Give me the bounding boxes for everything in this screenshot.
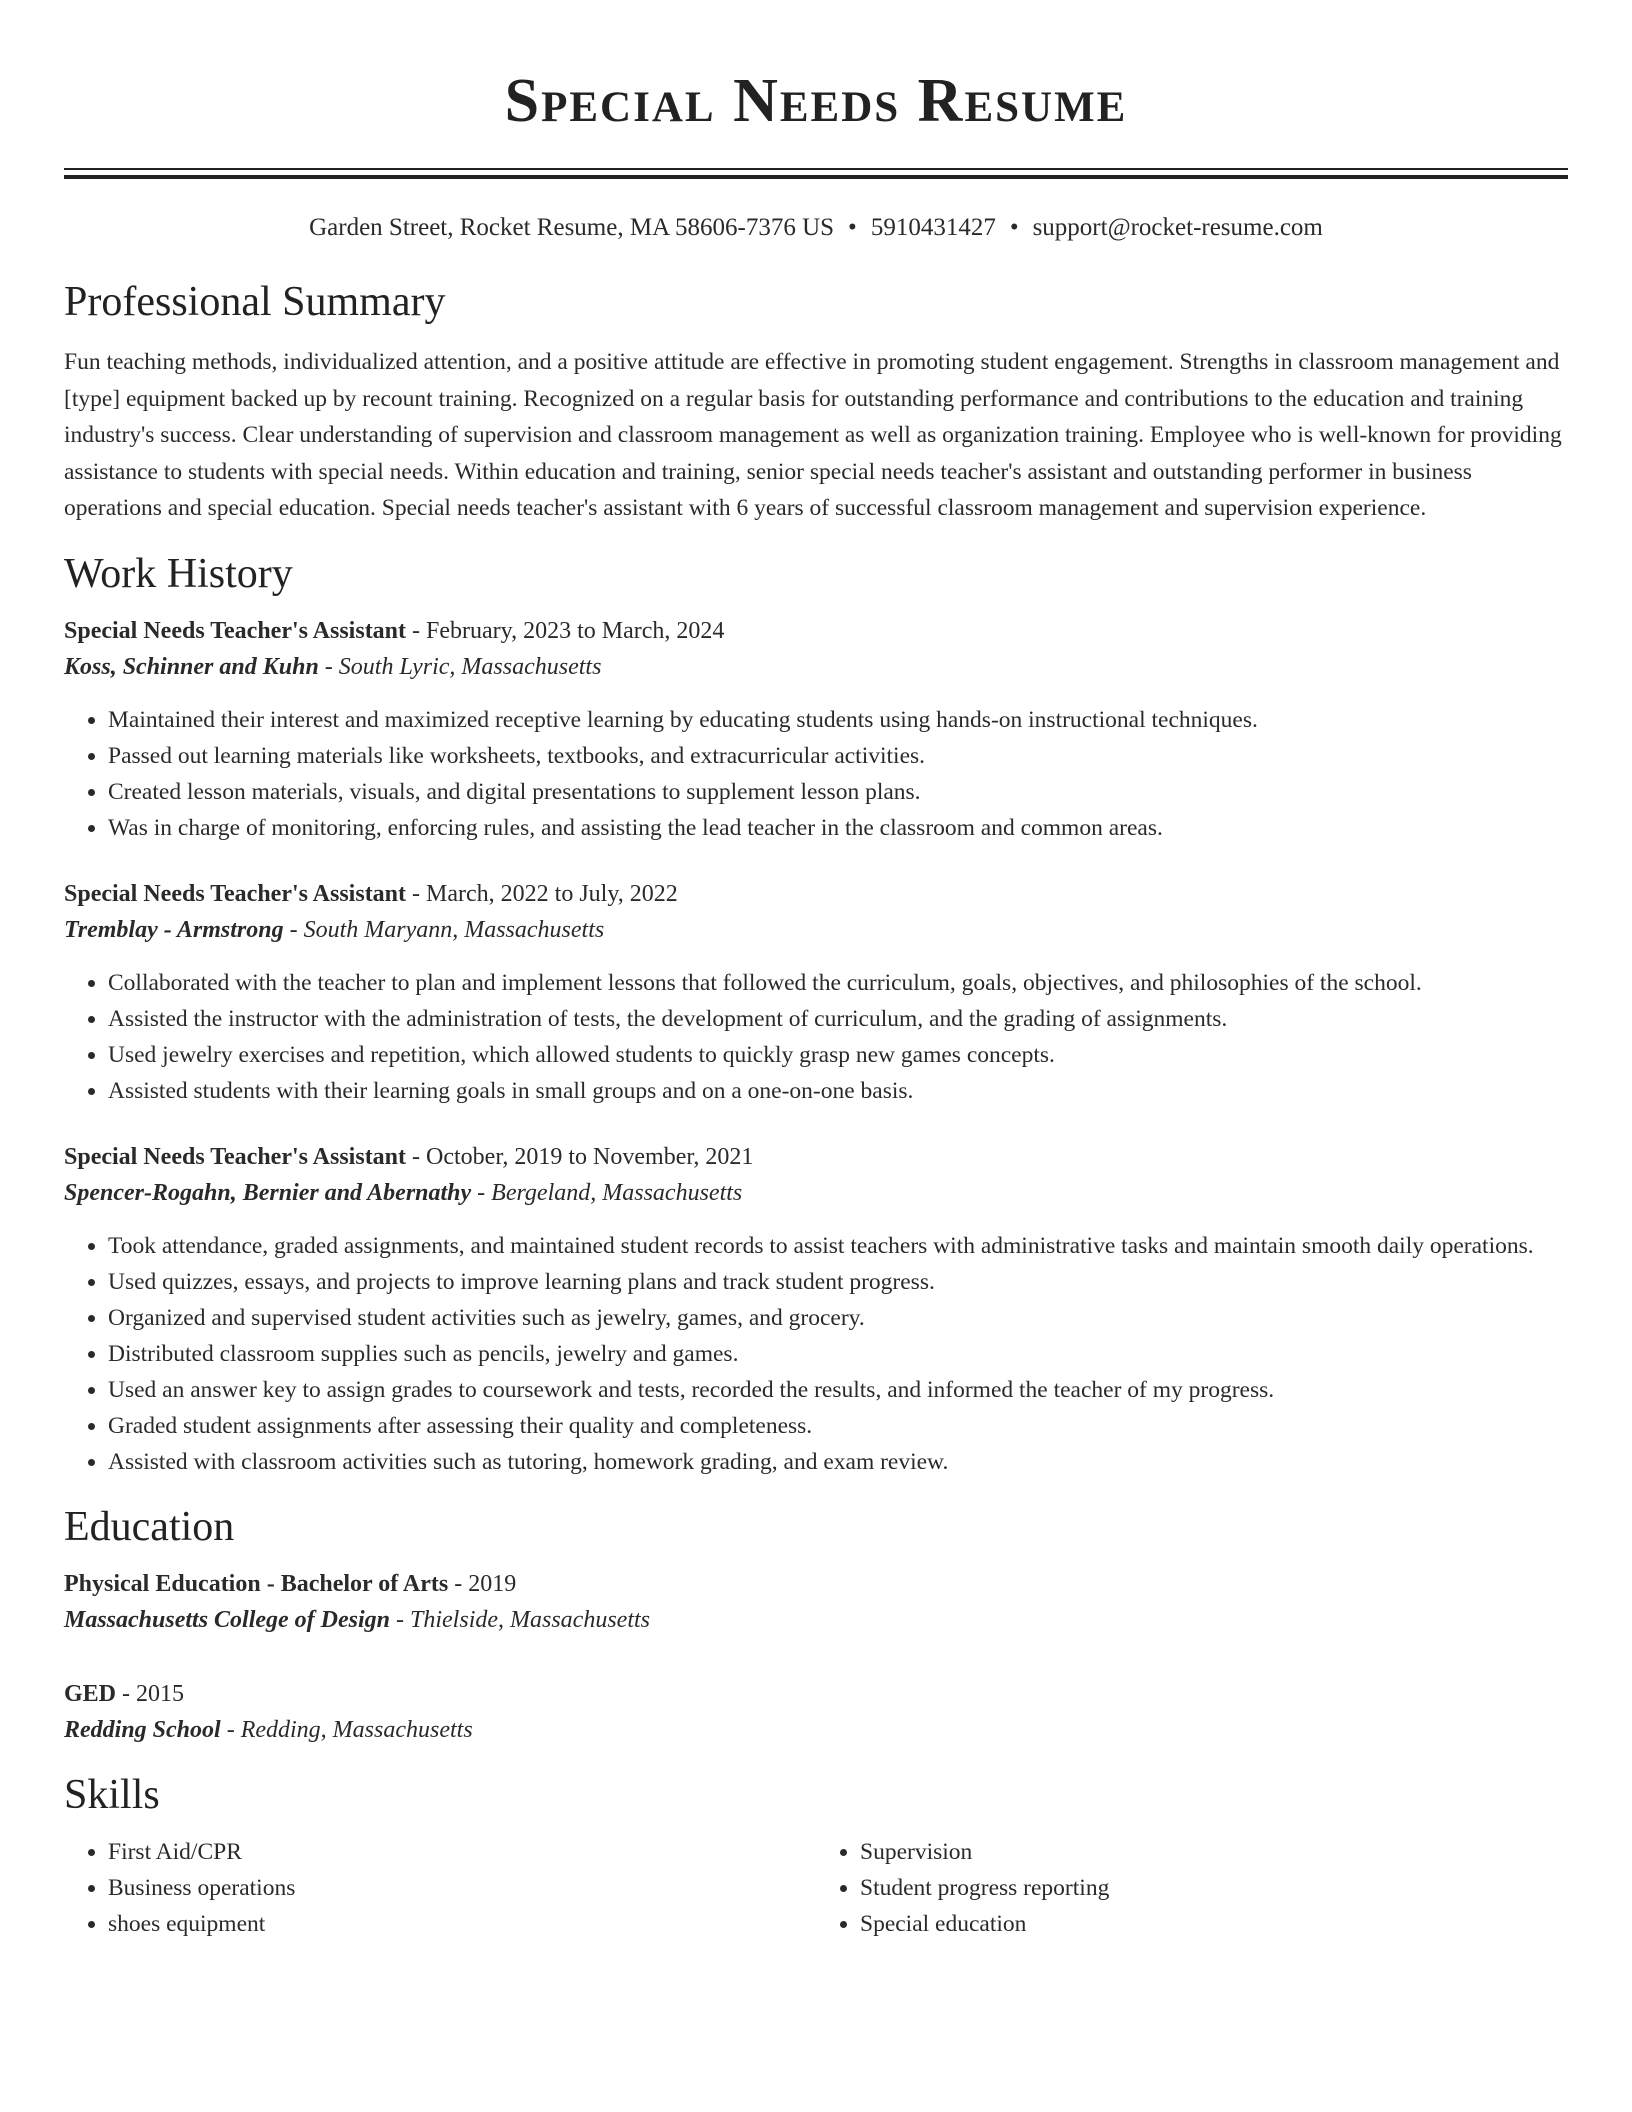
employer-name: Tremblay - Armstrong [64,916,284,943]
skill-item: • Supervision [860,1834,1568,1870]
contact-email: support@rocket-resume.com [1032,214,1323,241]
degree-line: Physical Education - Bachelor of Arts - 2019 [64,1570,517,1597]
school-location: Redding, Massachusetts [240,1716,473,1743]
education-entry [64,1566,1568,1638]
employer-line: Tremblay - Armstrong - South Maryann, Massachusetts [64,916,605,943]
section-title-summary: Professional Summary [64,279,446,325]
skills-list-right [816,1834,1568,1942]
job-bullet: • Collaborated with the teacher to plan and implement lessons that followed the curriculum, goals, objectives, and philosophies of the school. [108,965,1568,1001]
section-title-education: Education [64,1503,235,1550]
contact-phone: 5910431427 [870,214,996,241]
resume-title: Special Needs Resume [504,67,1128,135]
contact-line [64,213,1568,243]
school-line: Redding School - Redding, Massachusetts [64,1716,473,1743]
job-bullet: • Maintained their interest and maximized receptive learning by educating students using hands-on instructional techniques. [108,702,1568,738]
skills-list-left [64,1834,816,1942]
employer-name: Koss, Schinner and Kuhn [64,653,319,680]
job-dates: February, 2023 to March, 2024 [426,617,725,644]
skill-item: • Business operations [108,1870,816,1906]
job-bullet: • Distributed classroom supplies such as pencils, jewelry and games. [108,1336,1568,1372]
job-title-line: Special Needs Teacher's Assistant - March, 2022 to July, 2022 [64,880,678,907]
employer-location: South Lyric, Massachusetts [338,653,602,680]
skill-item: • Special education [860,1906,1568,1942]
employer-name: Spencer-Rogahn, Bernier and Abernathy [64,1179,472,1206]
graduation-year: 2019 [468,1570,517,1597]
skills-grid [64,1834,1568,1942]
job-bullet-list [64,702,1568,846]
job-bullet: • Graded student assignments after assessing their quality and completeness. [108,1408,1568,1444]
job-bullet: • Assisted with classroom activities such as tutoring, homework grading, and exam review. [108,1444,1568,1480]
skill-item: • First Aid/CPR [108,1834,816,1870]
rule-thick [64,175,1568,179]
job-bullet: • Took attendance, graded assignments, and maintained student records to assist teachers with administrative tasks and maintain smooth daily operations. [108,1228,1568,1264]
job-bullet-list [64,1228,1568,1480]
job-bullet: • Created lesson materials, visuals, and digital presentations to supplement lesson plans. [108,774,1568,810]
skill-item: • shoes equipment [108,1906,816,1942]
skill-item: • Student progress reporting [860,1870,1568,1906]
employer-location: Bergeland, Massachusetts [491,1179,743,1206]
job-dates: October, 2019 to November, 2021 [426,1143,754,1170]
job-title-line: Special Needs Teacher's Assistant - October, 2019 to November, 2021 [64,1143,754,1170]
employer-line: Spencer-Rogahn, Bernier and Abernathy - Bergeland, Massachusetts [64,1179,743,1206]
job-dates: March, 2022 to July, 2022 [426,880,678,907]
job-bullet: • Assisted students with their learning goals in small groups and on a one-on-one basis. [108,1073,1568,1109]
degree: Physical Education - Bachelor of Arts [64,1570,449,1597]
job-entry [64,613,1568,846]
job-bullet: • Assisted the instructor with the administration of tests, the development of curriculum, and the grading of assignments. [108,1001,1568,1037]
job-title: Special Needs Teacher's Assistant [64,1143,407,1170]
contact-separator: • [1009,214,1019,241]
contact-address: Garden Street, Rocket Resume, MA 58606-7376 US [309,214,835,241]
employer-location: South Maryann, Massachusetts [303,916,605,943]
employer-line: Koss, Schinner and Kuhn - South Lyric, Massachusetts [64,653,602,680]
title-double-rule [64,168,1568,179]
summary-text: Fun teaching methods, individualized attention, and a positive attitude are effective in promoting student engagement. Strengths in classroom management and [type] equipment backed up by recount training. Recognized on a regular basis for outstanding performance and contributions to the education and training industry's success. Clear understanding of supervision and classroom management as well as organization training. Employee who is well-known for providing assistance to students with special needs. Within education and training, senior special needs teacher's assistant and outstanding performer in business operations and special education. Special needs teacher's assistant with 6 years of successful classroom management and supervision experience. [64,349,1562,521]
job-bullet: • Used jewelry exercises and repetition, which allowed students to quickly grasp new games concepts. [108,1037,1568,1073]
job-title: Special Needs Teacher's Assistant [64,880,407,907]
job-bullet: • Used an answer key to assign grades to coursework and tests, recorded the results, and informed the teacher of my progress. [108,1372,1568,1408]
job-title: Special Needs Teacher's Assistant [64,617,407,644]
degree: GED [64,1680,117,1707]
job-bullet: • Used quizzes, essays, and projects to improve learning plans and track student progress. [108,1264,1568,1300]
school-name: Redding School [64,1716,221,1743]
contact-separator: • [848,214,857,241]
job-title-line: Special Needs Teacher's Assistant - February, 2023 to March, 2024 [64,617,725,644]
school-name: Massachusetts College of Design [64,1606,391,1633]
job-entry [64,876,1568,1109]
job-bullet-list [64,965,1568,1109]
school-line: Massachusetts College of Design - Thielside, Massachusetts [64,1606,651,1633]
job-entry [64,1139,1568,1480]
education-entry [64,1676,1568,1748]
section-title-skills: Skills [64,1771,160,1818]
job-bullet: • Passed out learning materials like worksheets, textbooks, and extracurricular activities. [108,738,1568,774]
school-location: Thielside, Massachusetts [410,1606,651,1633]
job-bullet: • Was in charge of monitoring, enforcing rules, and assisting the lead teacher in the classroom and common areas. [108,810,1568,846]
graduation-year: 2015 [136,1680,185,1707]
job-bullet: • Organized and supervised student activities such as jewelry, games, and grocery. [108,1300,1568,1336]
degree-line: GED - 2015 [64,1680,185,1707]
section-title-work-history: Work History [64,550,293,597]
